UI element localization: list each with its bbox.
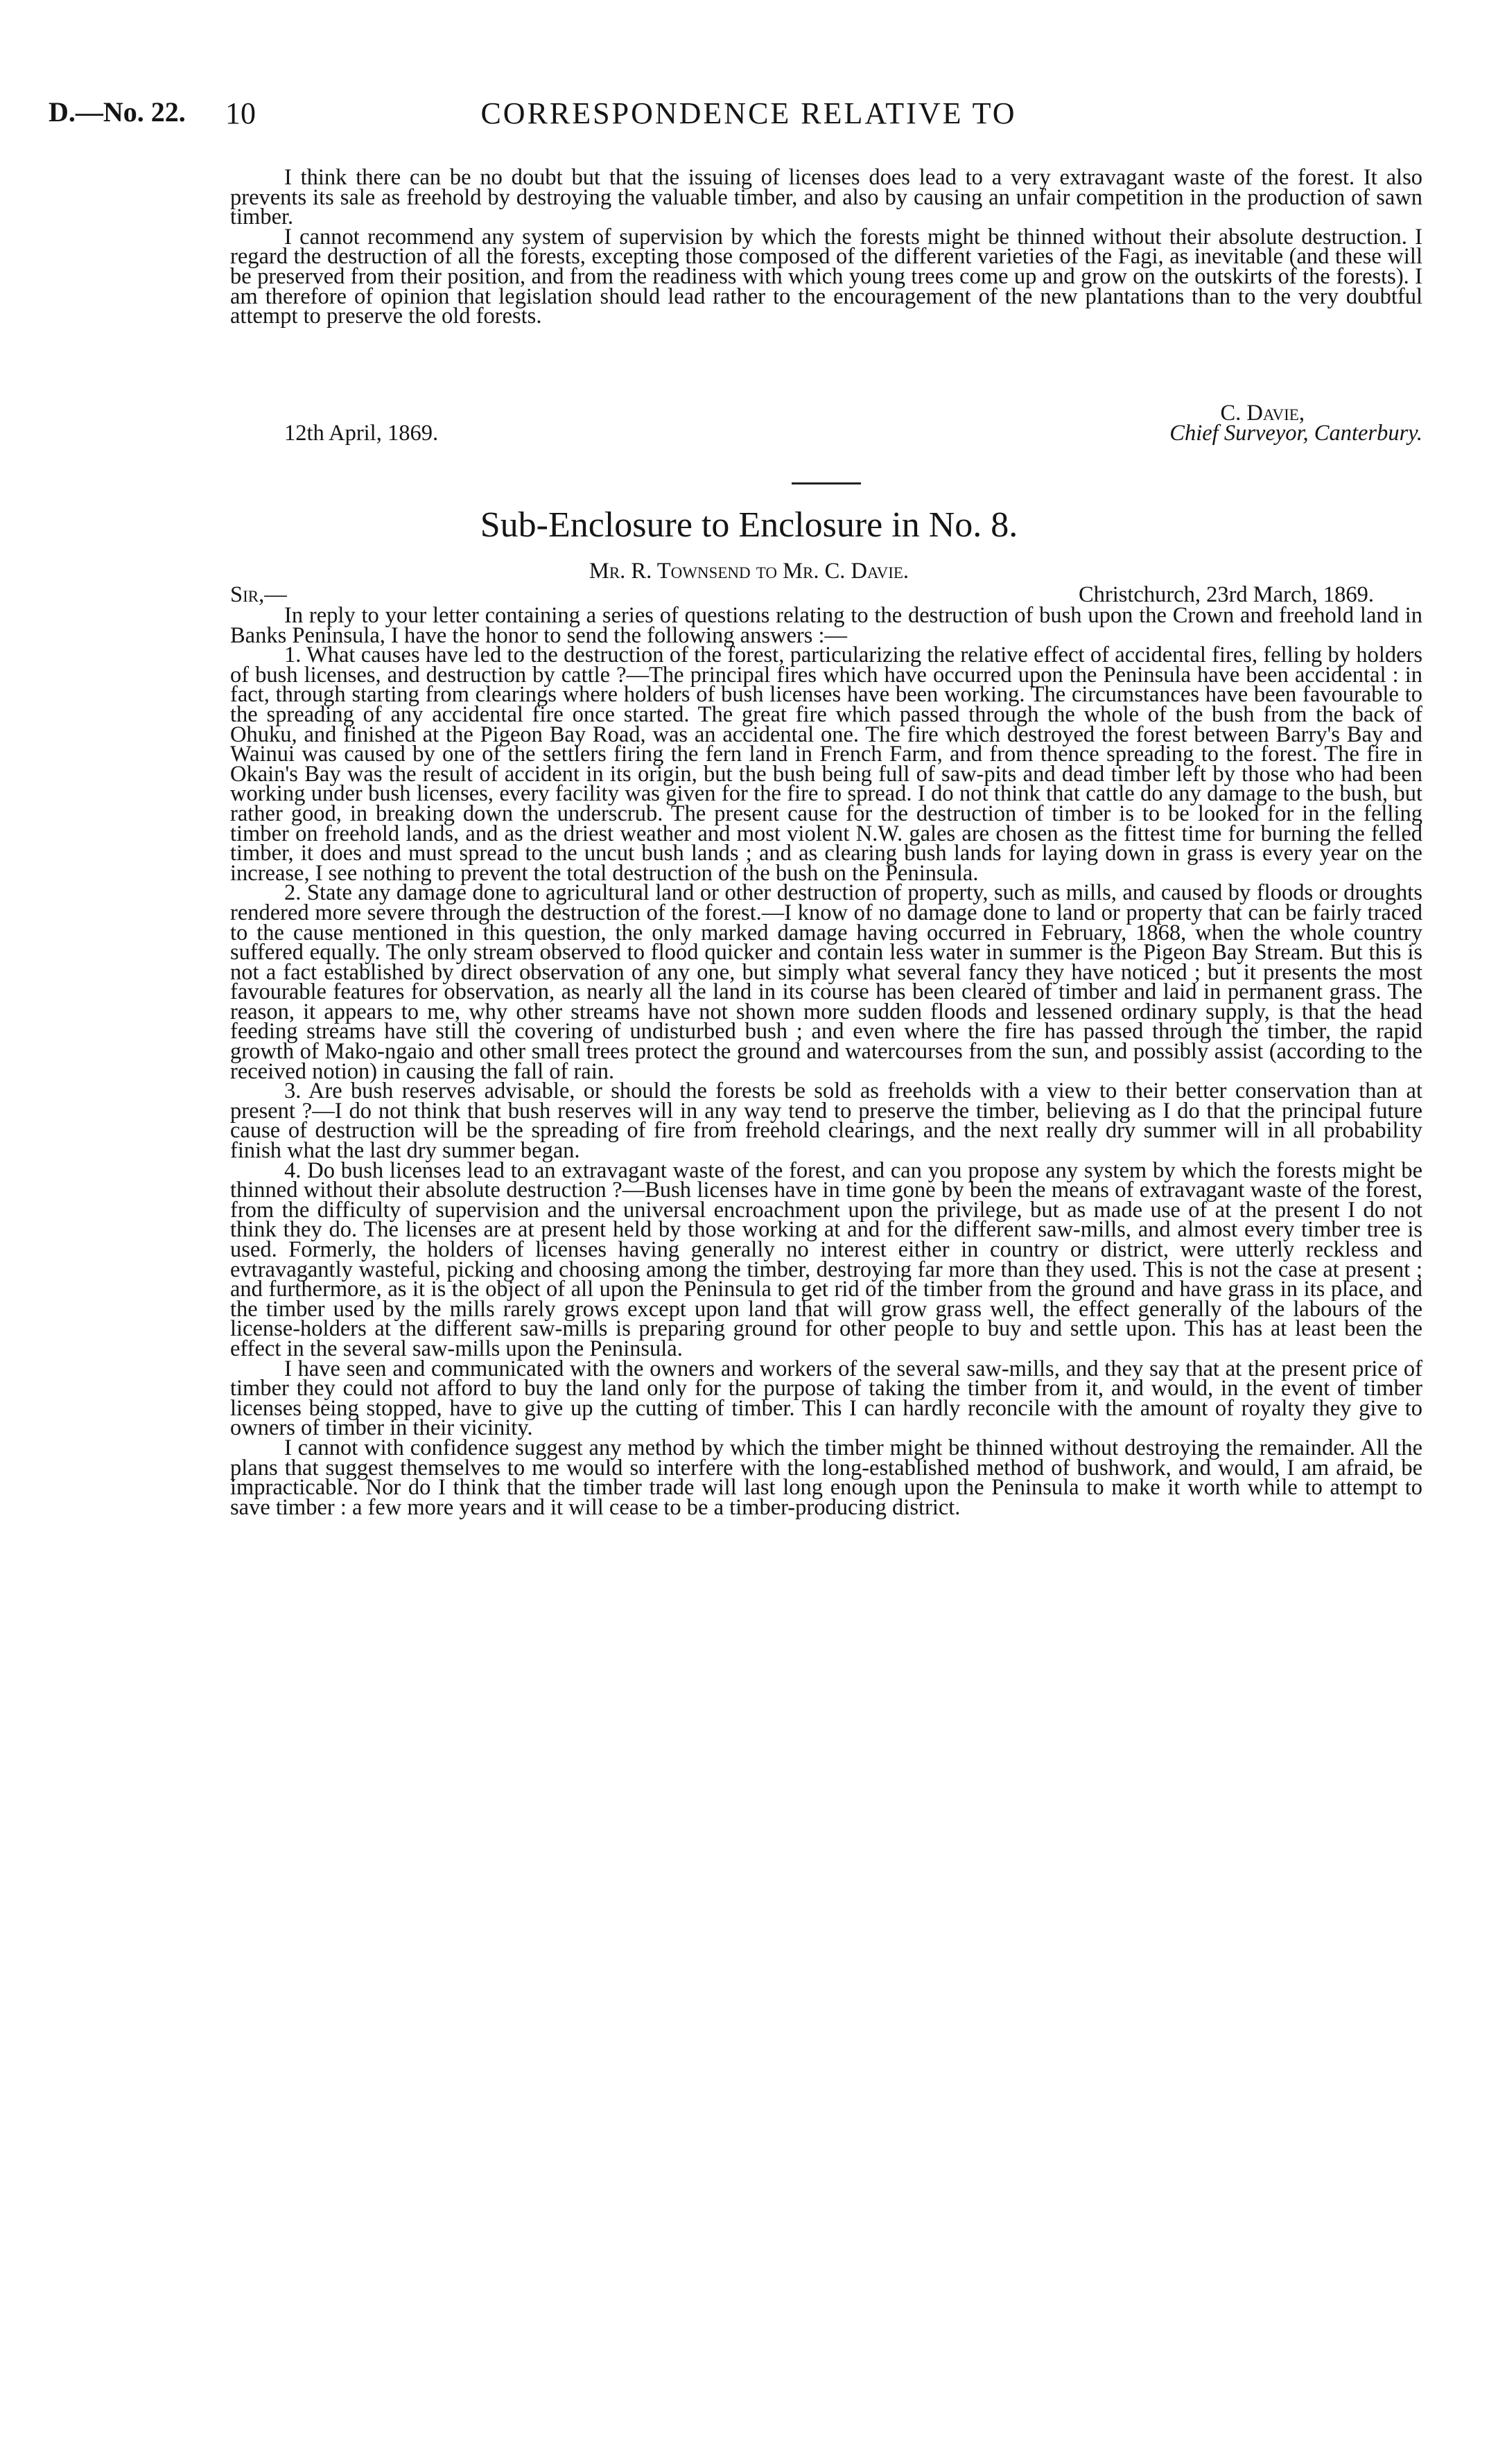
reply-paragraph: I have seen and communicated with the owners and workers of the several saw-mills, and they say that at the present price of timber they could not afford to buy the land only for the purpose of taking the timber from it, and would, in the event of timber licenses being stopped, have to give up the cutting of timber. This I can hardly reconcile with the amount of royalty they give to owners of timber in their vicinity.	[230, 1356, 1422, 1441]
document-reference: D.—No. 22.	[49, 96, 186, 128]
page-header	[49, 96, 1449, 144]
signature-block	[230, 403, 1422, 444]
reply-body	[230, 603, 1422, 1520]
salutation: Sir,—	[230, 582, 287, 607]
reply-paragraph: 2. State any damage done to agricultural land or other destruction of property, such as mills, and caused by floods or droughts rendered more severe through the destruction of the forest.—I know of no damage done to land or property that can be fairly traced to the cause mentioned in this question, the only marked damage having occurred in February, 1868, when the whole country suffered equally. The only stream observed to flood quicker and contain less water in summer is the Pigeon Bay Stream. But this is not a fact established by direct observation of any one, but simply what several fancy they have noticed ; but it presents the most favourable features for observation, as nearly all the land in its course has been cleared of timber and laid in permanent grass. The reason, it appears to me, why other streams have not shown more sudden floods and lessened ordinary supply, is that the head feeding streams have still the covering of undisturbed bush ; and even where the fire has passed through the timber, the rapid growth of Mako-ngaio and other small trees protect the ground and watercourses from the sun, and possibly assist (according to the received notion) in causing the fall of rain.	[230, 880, 1422, 1084]
signature-title: Chief Surveyor, Canterbury.	[1169, 420, 1422, 446]
reply-paragraph: I cannot with confidence suggest any method by which the timber might be thinned without destroying the remainder. All the plans that suggest themselves to me would so interfere with the long-established method of bushwork, and would, I am afraid, be impracticable. Nor do I think that the timber trade will last long enough upon the Peninsula to make it worth while to attempt to save timber : a few more years and it will cease to be a timber-producing district.	[230, 1435, 1422, 1520]
running-title: CORRESPONDENCE RELATIVE TO	[480, 96, 1017, 130]
section-heading: Sub-Enclosure to Enclosure in No. 8.	[480, 505, 1018, 545]
letter-body	[230, 165, 1422, 329]
place-date: Christchurch, 23rd March, 1869.	[1078, 582, 1374, 607]
reply-paragraph: 3. Are bush reserves advisable, or should the forests be sold as freeholds with a view to their better conservation than at present ?—I do not think that bush reserves will in any way tend to preserve the timber, believing as I do that the principal future cause of destruction will be the spreading of fire from freehold clearings, and the next really dry summer will in all probability finish what the last dry summer began.	[230, 1078, 1422, 1164]
letter-paragraph: I cannot recommend any system of supervision by which the forests might be thinned without their absolute destruction. I regard the destruction of all the forests, excepting those composed of the different varieties of the Fagi, as inevitable (and these will be preserved from their position, and from the readiness with which young trees come up and grow on the outskirts of the forests). I am therefore of opinion that legislation should lead rather to the encouragement of the new plantations than to the very doubtful attempt to preserve the old forests.	[230, 224, 1422, 329]
salutation-row	[230, 582, 1422, 607]
page-number: 10	[225, 96, 256, 130]
reply-paragraph: In reply to your letter containing a series of questions relating to the destruction of bush upon the Crown and freehold land in Banks Peninsula, I have the honor to send the following answers :—	[230, 603, 1422, 648]
signature-date: 12th April, 1869.	[284, 420, 439, 446]
section-divider	[792, 482, 861, 484]
signature-name: C. Davie,	[1220, 401, 1305, 426]
reply-paragraph: 1. What causes have led to the destruction of the forest, particularizing the relative effect of accidental fires, felling by holders of bush licenses, and destruction by cattle ?—The principal fires which have occurred upon the Peninsula have been accidental : in fact, through starting from clearings where holders of bush licenses have been working. The circumstances have been favourable to the spreading of any accidental fire once started. The great fire which passed through the whole of the bush from the back of Ohuku, and finished at the Pigeon Bay Road, was an accidental one. The fire which destroyed the forest between Barry's Bay and Wainui was caused by one of the settlers firing the fern land in French Farm, and from thence spreading to the forest. The fire in Okain's Bay was the result of accident in its origin, but the bush being full of saw-pits and dead timber left by those who had been working under bush licenses, every facility was given for the fire to spread. I do not think that cattle do any damage to the bush, but rather good, in breaking down the underscrub. The present cause for the destruction of timber is to be looked for in the felling timber on freehold lands, and as the driest weather and most violent N.W. gales are chosen as the fittest time for burning the felled timber, it does and must spread to the uncut bush lands ; and as clearing bush lands for laying down in grass is every year on the increase, I see nothing to prevent the total destruction of the bush on the Peninsula.	[230, 643, 1422, 886]
letter-paragraph: I think there can be no doubt but that the issuing of licenses does lead to a very extravagant waste of the forest. It also prevents its sale as freehold by destroying the valuable timber, and also by causing an unfair competition in the production of sawn timber.	[230, 165, 1422, 230]
correspondents-line: Mr. R. Townsend to Mr. C. Davie.	[589, 559, 909, 584]
reply-paragraph: 4. Do bush licenses lead to an extravagant waste of the forest, and can you propose any system by which the forests might be thinned without their absolute destruction ?—Bush licenses have in time gone by been the means of extravagant waste of the forest, from the difficulty of supervision and the universal encroachment upon the privilege, but as made use of at the present I do not think they do. The licenses are at present held by those working at and for the different saw-mills, and almost every timber tree is used. Formerly, the holders of licenses having generally no interest either in country or district, were utterly reckless and evtravagantly wasteful, picking and choosing among the timber, destroying far more than they used. This is not the case at present ; and furthermore, as it is the object of all upon the Peninsula to get rid of the timber from the ground and have grass in its place, and the timber used by the mills rarely grows except upon land that will grow grass well, the effect generally of the labours of the license-holders at the different saw-mills is preparing ground for other people to buy and settle upon. This has at least been the effect in the several saw-mills upon the Peninsula.	[230, 1157, 1422, 1361]
